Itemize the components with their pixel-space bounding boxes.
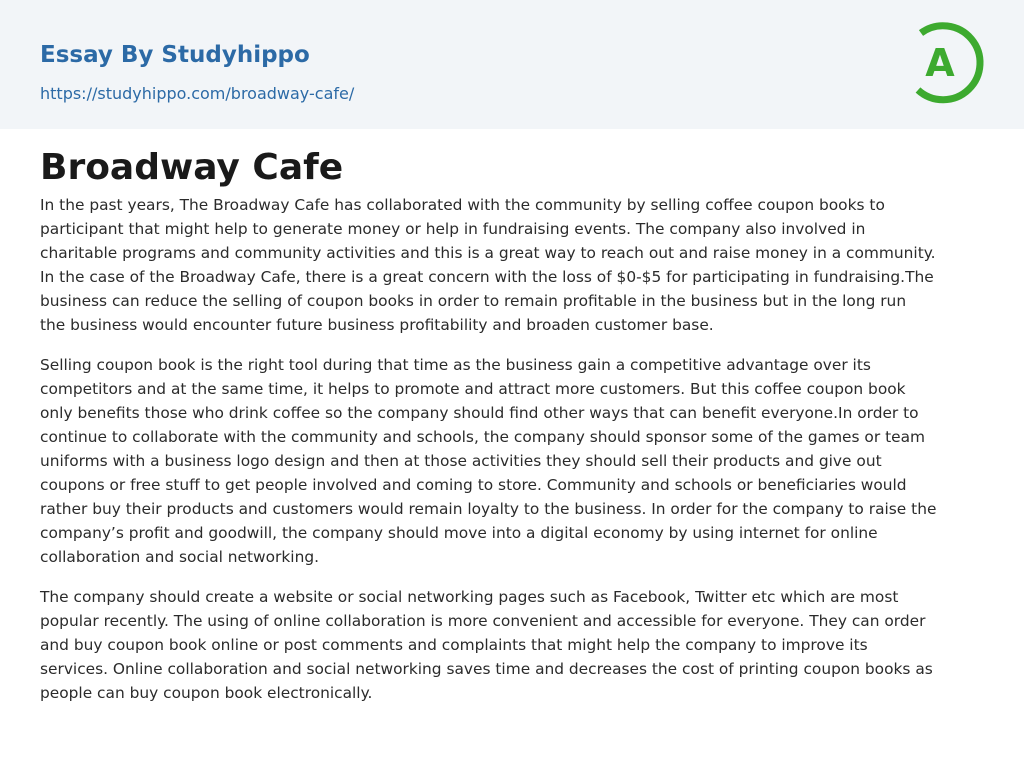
- paragraph-line: participant that might help to generate money or help in fundraising events. The company also involved in: [40, 220, 866, 238]
- paragraph-line: rather buy their products and customers would remain loyalty to the business. In order for the company to raise the: [40, 500, 937, 518]
- paragraph-line: the business would encounter future business profitability and broaden customer base.: [40, 316, 714, 334]
- site-brand[interactable]: Essay By Studyhippo: [40, 42, 310, 68]
- paragraph-line: collaboration and social networking.: [40, 548, 319, 566]
- logo-letter: A: [925, 41, 955, 85]
- paragraph-line: and buy coupon book online or post comments and complaints that might help the company to improve its: [40, 636, 868, 654]
- paragraph-line: In the past years, The Broadway Cafe has collaborated with the community by selling coffee coupon books to: [40, 196, 885, 214]
- paragraph-line: competitors and at the same time, it helps to promote and attract more customers. But this coffee coupon book: [40, 380, 906, 398]
- paragraph-line: popular recently. The using of online collaboration is more convenient and accessible for everyone. They can order: [40, 612, 926, 630]
- essay-paragraph: [40, 585, 984, 705]
- essay-paragraph: [40, 193, 984, 337]
- paragraph-line: uniforms with a business logo design and then at those activities they should sell their products and give out: [40, 452, 882, 470]
- paragraph-line: services. Online collaboration and social networking saves time and decreases the cost of printing coupon books as: [40, 660, 933, 678]
- paragraph-line: only benefits those who drink coffee so the company should find other ways that can benefit everyone.In order to: [40, 404, 919, 422]
- studyhippo-a-logo-icon[interactable]: [912, 19, 986, 105]
- paragraph-line: coupons or free stuff to get people involved and coming to store. Community and schools or beneficiaries would: [40, 476, 907, 494]
- essay-content: [0, 129, 1024, 705]
- essay-title: Broadway Cafe: [40, 147, 344, 188]
- paragraph-line: business can reduce the selling of coupon books in order to remain profitable in the business but in the long run: [40, 292, 907, 310]
- source-url-link[interactable]: https://studyhippo.com/broadway-cafe/: [40, 84, 355, 103]
- paragraph-line: continue to collaborate with the community and schools, the company should sponsor some of the games or team: [40, 428, 925, 446]
- paragraph-line: In the case of the Broadway Cafe, there is a great concern with the loss of $0-$5 for participating in fundraising.The: [40, 268, 934, 286]
- essay-paragraph: [40, 353, 984, 569]
- paragraph-line: charitable programs and community activities and this is a great way to reach out and raise money in a community.: [40, 244, 936, 262]
- paragraph-line: people can buy coupon book electronically.: [40, 684, 373, 702]
- site-header: [0, 0, 1024, 129]
- paragraph-line: Selling coupon book is the right tool during that time as the business gain a competitive advantage over its: [40, 356, 871, 374]
- paragraph-line: company’s profit and goodwill, the company should move into a digital economy by using internet for online: [40, 524, 878, 542]
- paragraph-line: The company should create a website or social networking pages such as Facebook, Twitter etc which are most: [40, 588, 899, 606]
